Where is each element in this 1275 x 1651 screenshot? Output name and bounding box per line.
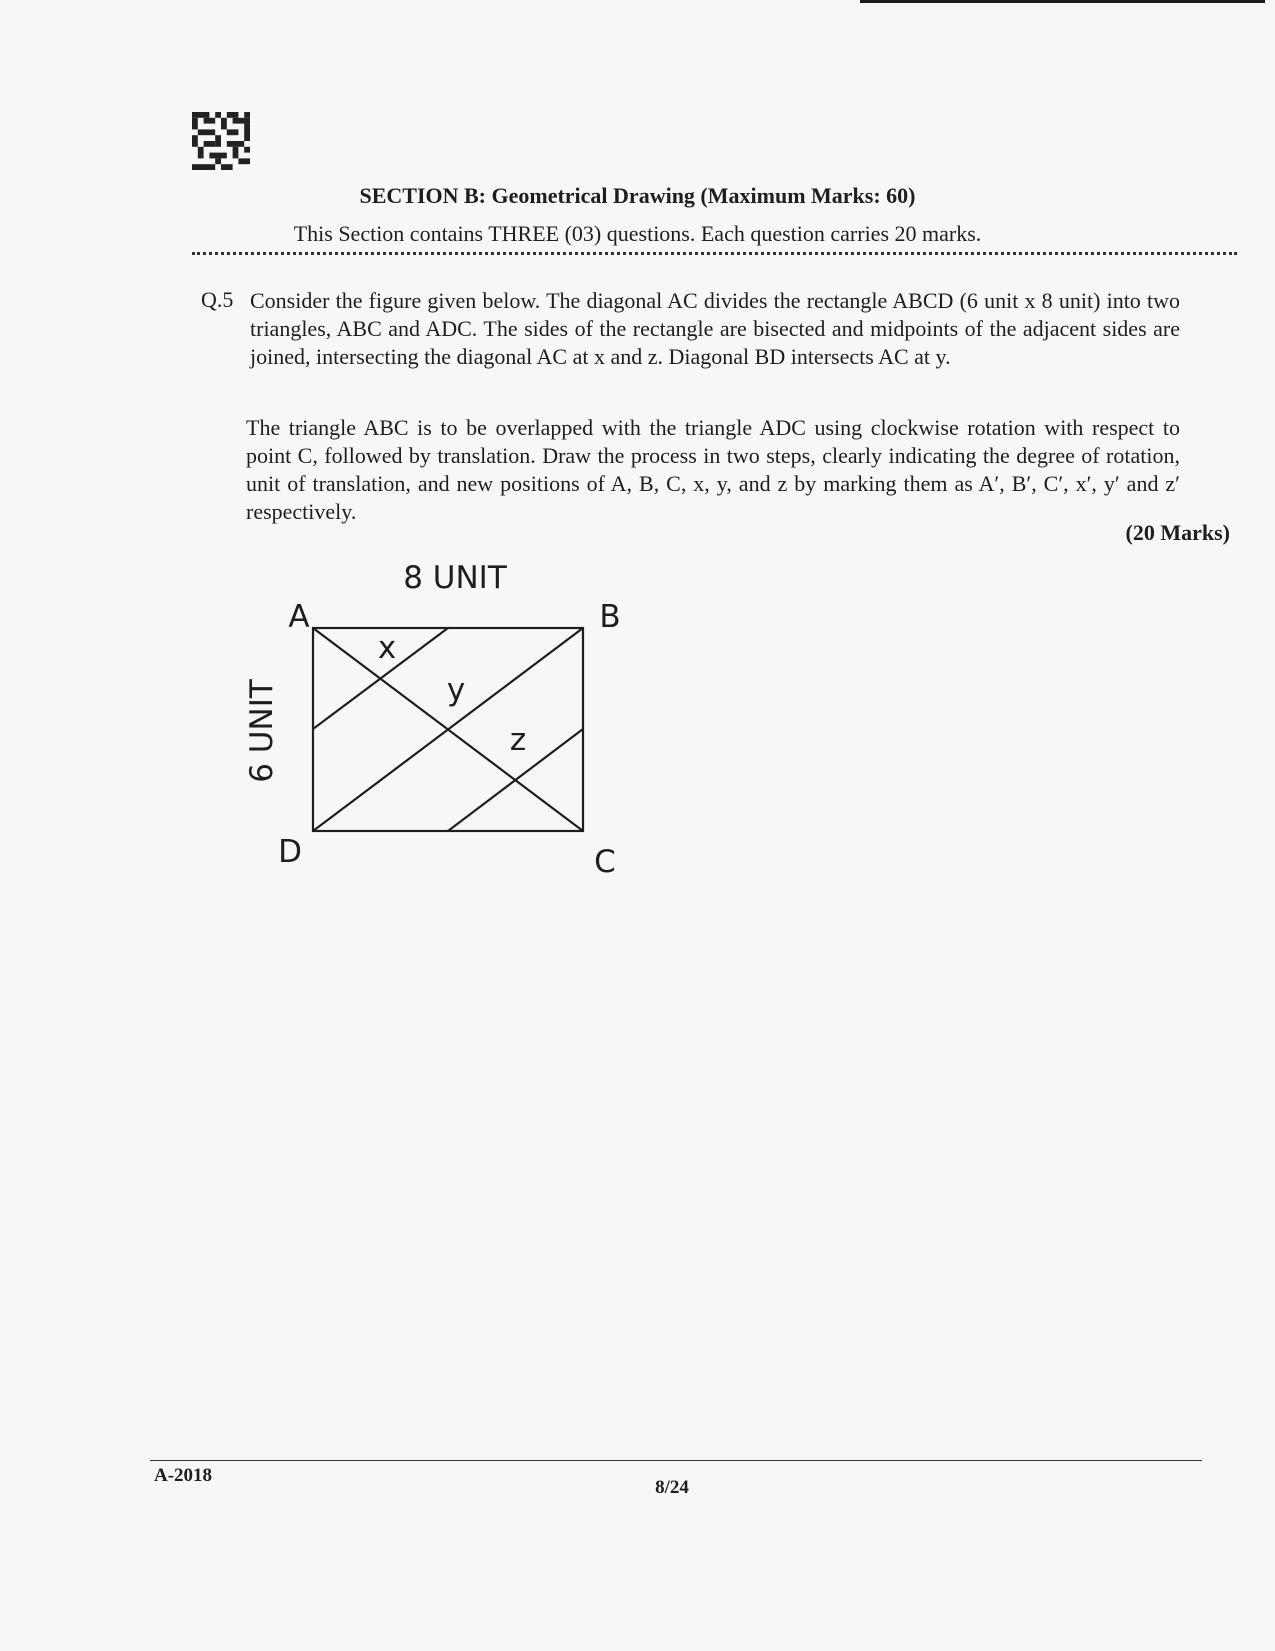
question-paragraph-2: The triangle ABC is to be overlapped with the triangle ADC using clockwise rotation with respect to point C, followed by translation. Draw the process in two steps, clearly indicating the degree of rotation, unit of translation, and new positions of A, B, C, x, y, and z by marking them as A′, B′, C′, x′, y′ and z′ respectively. xyxy=(246,415,1180,524)
point-x-label: x xyxy=(377,630,397,666)
figure-side-label: 6 UNIT xyxy=(244,679,280,783)
point-z-label: z xyxy=(509,722,527,758)
question-number: Q.5 xyxy=(201,287,234,312)
question-paragraph-1: Consider the figure given below. The diagonal AC divides the rectangle ABCD (6 unit x 8 unit) into two triangles, ABC and ADC. The sides of the rectangle are bisected and midpoints of the adjacent sides are joined, intersecting the diagonal AC at x and z. Diagonal BD intersects AC at y. xyxy=(250,288,1180,369)
paper-code: A-2018 xyxy=(154,1465,213,1486)
section-title: SECTION B: Geometrical Drawing (Maximum Marks: 60) xyxy=(359,183,916,208)
vertex-d-label: D xyxy=(278,834,302,870)
page-number: 8/24 xyxy=(655,1477,689,1498)
footer-rule xyxy=(150,1460,1202,1461)
point-y-label: y xyxy=(446,672,466,708)
figure-top-label: 8 UNIT xyxy=(403,560,507,596)
vertex-c-label: C xyxy=(594,844,616,880)
section-subtitle: This Section contains THREE (03) questions. Each question carries 20 marks. xyxy=(293,221,982,246)
question-marks: (20 Marks) xyxy=(1125,520,1230,545)
vertex-b-label: B xyxy=(599,599,621,635)
vertex-a-label: A xyxy=(288,599,310,635)
